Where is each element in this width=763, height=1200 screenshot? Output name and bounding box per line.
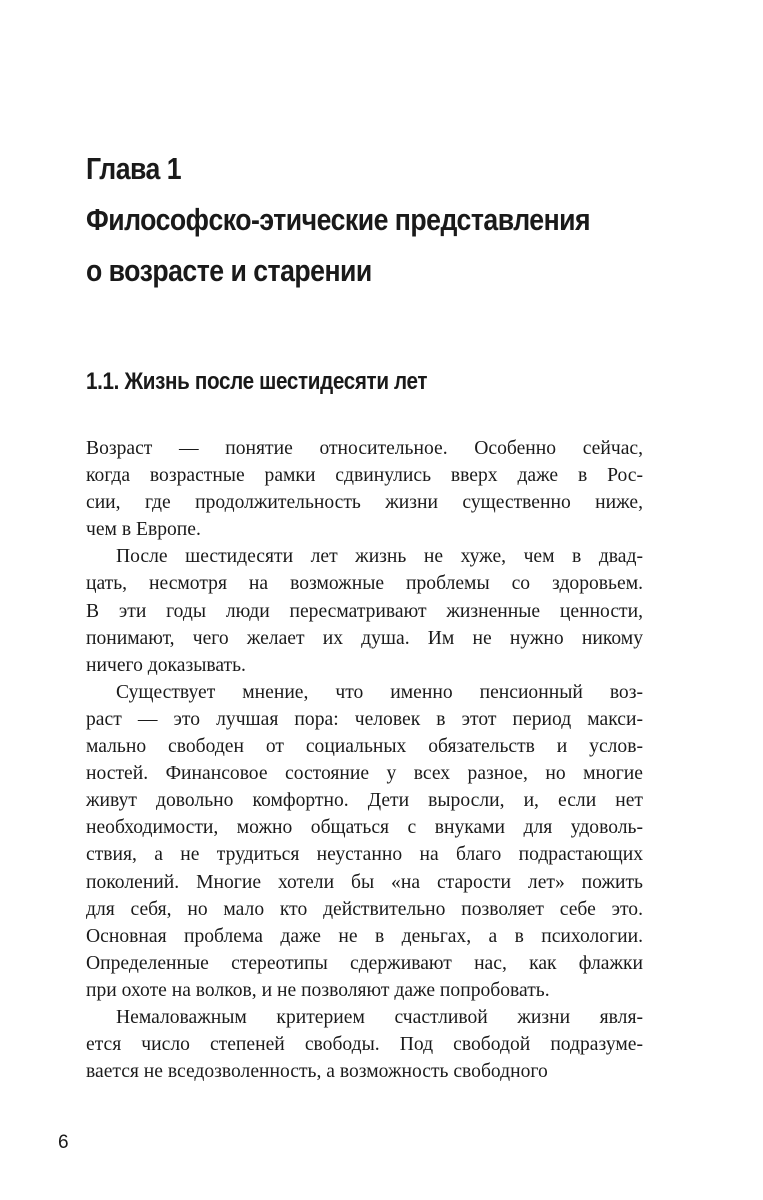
text-line: Возраст — понятие относительное. Особенно сейчас, [86,438,643,459]
text-line: вается не вседозволенность, а возможность свободного [86,1061,548,1083]
text-line: Основная проблема даже не в деньгах, а в психологии. [86,925,643,947]
text-line: понимают, чего желает их душа. Им не нужно никому [86,627,643,649]
text-line: при охоте на волков, и не позволяют даже попробовать. [86,979,550,1001]
paragraph [86,543,643,678]
text-line: когда возрастные рамки сдвинулись вверх даже в Рос- [86,465,643,487]
chapter-title-line-2: о возрасте и старении [86,253,372,288]
text-line: Определенные стереотипы сдерживают нас, как флажки [86,952,643,974]
text-line: поколений. Многие хотели бы «на старости лет» пожить [86,871,643,893]
chapter-heading [86,143,619,296]
text-line: сии, где продолжительность жизни существенно ниже, [86,492,643,514]
text-line: Существует мнение, что именно пенсионный воз- [116,681,643,703]
chapter-label: Глава 1 [86,151,182,186]
text-line: чем в Европе. [86,519,201,541]
section-heading: 1.1. Жизнь после шестидесяти лет [86,368,428,395]
text-line: ностей. Финансовое состояние у всех разное, но многие [86,763,643,785]
chapter-title-line-1: Философско-этические представления [86,202,591,237]
paragraph [86,679,643,1004]
text-line: для себя, но мало кто действительно позволяет себе это. [86,898,643,920]
text-line: ется число степеней свободы. Под свободой подразуме- [86,1034,643,1056]
text-line: Немаловажным критерием счастливой жизни явля- [116,1006,643,1028]
paragraph [86,435,643,543]
text-line: ничего доказывать. [86,654,246,676]
text-line: необходимости, можно общаться с внуками для удоволь- [86,817,643,839]
text-line: живут довольно комфортно. Дети выросли, и, если нет [86,790,643,812]
text-line: раст — это лучшая пора: человек в этот период макси- [86,708,643,730]
text-line: цать, несмотря на возможные проблемы со здоровьем. [86,573,643,595]
text-line: В эти годы люди пересматривают жизненные ценности, [86,600,643,622]
body-text [86,435,643,1085]
text-line: мально свободен от социальных обязательств и услов- [86,736,643,758]
text-line: После шестидесяти лет жизнь не хуже, чем в двад- [116,546,643,568]
paragraph [86,1004,643,1085]
text-line: ствия, а не трудиться неустанно на благо подрастающих [86,844,643,866]
page-number: 6 [58,1132,69,1153]
